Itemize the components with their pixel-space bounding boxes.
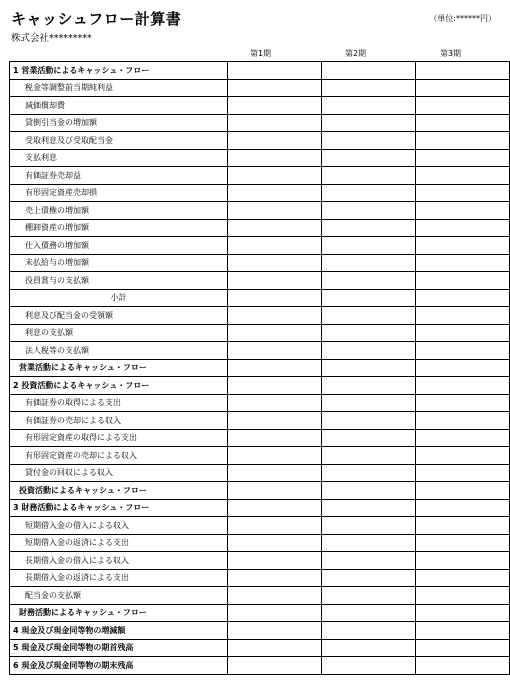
row-label: 3 財務活動によるキャッシュ・フロー [10, 499, 228, 517]
value-cell-period-1[interactable] [228, 272, 322, 290]
row-label: 仕入債務の増加額 [10, 237, 228, 255]
value-cell-period-1[interactable] [228, 132, 322, 150]
table-row [10, 167, 510, 185]
value-cell-period-3[interactable] [416, 307, 510, 325]
value-cell-period-3[interactable] [416, 412, 510, 430]
table-row [10, 149, 510, 167]
row-label: 税金等調整前当期純利益 [10, 79, 228, 97]
value-cell-period-1[interactable] [228, 149, 322, 167]
value-cell-period-1[interactable] [228, 534, 322, 552]
value-cell-period-3[interactable] [416, 517, 510, 535]
value-cell-period-3[interactable] [416, 114, 510, 132]
value-cell-period-1[interactable] [228, 219, 322, 237]
row-label: 有価証券売却益 [10, 167, 228, 185]
row-label: 営業活動によるキャッシュ・フロー [10, 359, 228, 377]
value-cell-period-1[interactable] [228, 394, 322, 412]
value-cell-period-2[interactable] [322, 359, 416, 377]
value-cell-period-1[interactable] [228, 622, 322, 640]
row-label: 小計 [10, 289, 228, 307]
row-label: 財務活動によるキャッシュ・フロー [10, 604, 228, 622]
row-label: 有形固定資産の取得による支出 [10, 429, 228, 447]
row-label: 利息の支払額 [10, 324, 228, 342]
value-cell-period-1[interactable] [228, 377, 322, 395]
value-cell-period-2[interactable] [322, 657, 416, 675]
value-cell-period-3[interactable] [416, 62, 510, 80]
row-label: 投資活動によるキャッシュ・フロー [10, 482, 228, 500]
value-cell-period-2[interactable] [322, 114, 416, 132]
value-cell-period-3[interactable] [416, 569, 510, 587]
value-cell-period-2[interactable] [322, 447, 416, 465]
table-row [10, 429, 510, 447]
table-row [10, 342, 510, 360]
table-row [10, 114, 510, 132]
value-cell-period-1[interactable] [228, 604, 322, 622]
row-label: 5 現金及び現金同等物の期首残高 [10, 639, 228, 657]
company-name: 株式会社********* [11, 33, 92, 44]
table-row [10, 587, 510, 605]
column-header-period-2: 第2期 [344, 49, 367, 58]
value-cell-period-1[interactable] [228, 499, 322, 517]
value-cell-period-3[interactable] [416, 167, 510, 185]
value-cell-period-3[interactable] [416, 97, 510, 115]
value-cell-period-3[interactable] [416, 272, 510, 290]
value-cell-period-1[interactable] [228, 307, 322, 325]
value-cell-period-1[interactable] [228, 62, 322, 80]
row-label: 2 投資活動によるキャッシュ・フロー [10, 377, 228, 395]
row-label: 長期借入金の返済による支出 [10, 569, 228, 587]
row-label: 有形固定資産の売却による収入 [10, 447, 228, 465]
table-row [10, 184, 510, 202]
value-cell-period-3[interactable] [416, 587, 510, 605]
row-label: 貸倒引当金の増加額 [10, 114, 228, 132]
value-cell-period-1[interactable] [228, 79, 322, 97]
row-label: 長期借入金の借入による収入 [10, 552, 228, 570]
value-cell-period-3[interactable] [416, 622, 510, 640]
column-header-period-3: 第3期 [439, 49, 462, 58]
value-cell-period-3[interactable] [416, 342, 510, 360]
value-cell-period-2[interactable] [322, 604, 416, 622]
value-cell-period-1[interactable] [228, 482, 322, 500]
value-cell-period-1[interactable] [228, 114, 322, 132]
value-cell-period-2[interactable] [322, 569, 416, 587]
table-row [10, 324, 510, 342]
table-row [10, 272, 510, 290]
value-cell-period-3[interactable] [416, 324, 510, 342]
value-cell-period-3[interactable] [416, 237, 510, 255]
value-cell-period-1[interactable] [228, 552, 322, 570]
document-title: キャッシュフロー計算書 [11, 10, 182, 28]
table-row [10, 79, 510, 97]
value-cell-period-2[interactable] [322, 79, 416, 97]
value-cell-period-2[interactable] [322, 639, 416, 657]
value-cell-period-3[interactable] [416, 657, 510, 675]
value-cell-period-2[interactable] [322, 429, 416, 447]
table-row [10, 657, 510, 675]
value-cell-period-3[interactable] [416, 132, 510, 150]
value-cell-period-3[interactable] [416, 604, 510, 622]
value-cell-period-2[interactable] [322, 202, 416, 220]
row-label: 短期借入金の返済による支出 [10, 534, 228, 552]
table-row [10, 622, 510, 640]
table-row [10, 569, 510, 587]
table-row [10, 377, 510, 395]
row-label: 4 現金及び現金同等物の増減額 [10, 622, 228, 640]
value-cell-period-2[interactable] [322, 272, 416, 290]
value-cell-period-3[interactable] [416, 447, 510, 465]
value-cell-period-1[interactable] [228, 254, 322, 272]
value-cell-period-1[interactable] [228, 184, 322, 202]
value-cell-period-1[interactable] [228, 202, 322, 220]
row-label: 売上債権の増加額 [10, 202, 228, 220]
table-row [10, 482, 510, 500]
value-cell-period-1[interactable] [228, 429, 322, 447]
value-cell-period-3[interactable] [416, 534, 510, 552]
value-cell-period-2[interactable] [322, 184, 416, 202]
value-cell-period-3[interactable] [416, 377, 510, 395]
table-row [10, 132, 510, 150]
value-cell-period-3[interactable] [416, 552, 510, 570]
row-label: 未払給与の増加額 [10, 254, 228, 272]
value-cell-period-3[interactable] [416, 149, 510, 167]
row-label: 棚卸資産の増加額 [10, 219, 228, 237]
table-row [10, 219, 510, 237]
table-row [10, 202, 510, 220]
value-cell-period-2[interactable] [322, 622, 416, 640]
value-cell-period-1[interactable] [228, 517, 322, 535]
row-label: 減価償却費 [10, 97, 228, 115]
value-cell-period-2[interactable] [322, 237, 416, 255]
table-row [10, 412, 510, 430]
table-row [10, 499, 510, 517]
table-row [10, 447, 510, 465]
value-cell-period-2[interactable] [322, 412, 416, 430]
table-row [10, 359, 510, 377]
row-label: 受取利息及び受取配当金 [10, 132, 228, 150]
row-label: 役員賞与の支払額 [10, 272, 228, 290]
table-row [10, 604, 510, 622]
value-cell-period-1[interactable] [228, 587, 322, 605]
value-cell-period-2[interactable] [322, 307, 416, 325]
value-cell-period-1[interactable] [228, 342, 322, 360]
value-cell-period-3[interactable] [416, 359, 510, 377]
table-row [10, 289, 510, 307]
value-cell-period-2[interactable] [322, 289, 416, 307]
value-cell-period-2[interactable] [322, 534, 416, 552]
cash-flow-table [9, 61, 510, 675]
value-cell-period-2[interactable] [322, 499, 416, 517]
table-row [10, 254, 510, 272]
value-cell-period-2[interactable] [322, 219, 416, 237]
value-cell-period-3[interactable] [416, 464, 510, 482]
value-cell-period-3[interactable] [416, 184, 510, 202]
table-row [10, 62, 510, 80]
value-cell-period-3[interactable] [416, 202, 510, 220]
row-label: 有形固定資産売却損 [10, 184, 228, 202]
value-cell-period-3[interactable] [416, 639, 510, 657]
value-cell-period-3[interactable] [416, 482, 510, 500]
value-cell-period-1[interactable] [228, 412, 322, 430]
value-cell-period-3[interactable] [416, 394, 510, 412]
table-row [10, 517, 510, 535]
value-cell-period-3[interactable] [416, 219, 510, 237]
value-cell-period-1[interactable] [228, 447, 322, 465]
row-label: 有価証券の売却による収入 [10, 412, 228, 430]
column-header-period-1: 第1期 [249, 49, 272, 58]
value-cell-period-2[interactable] [322, 149, 416, 167]
table-row [10, 97, 510, 115]
value-cell-period-1[interactable] [228, 464, 322, 482]
value-cell-period-2[interactable] [322, 342, 416, 360]
value-cell-period-2[interactable] [322, 324, 416, 342]
table-row [10, 394, 510, 412]
value-cell-period-3[interactable] [416, 429, 510, 447]
value-cell-period-2[interactable] [322, 377, 416, 395]
value-cell-period-2[interactable] [322, 587, 416, 605]
value-cell-period-3[interactable] [416, 254, 510, 272]
table-row [10, 534, 510, 552]
value-cell-period-2[interactable] [322, 132, 416, 150]
value-cell-period-1[interactable] [228, 359, 322, 377]
value-cell-period-2[interactable] [322, 97, 416, 115]
value-cell-period-1[interactable] [228, 167, 322, 185]
row-label: 短期借入金の借入による収入 [10, 517, 228, 535]
value-cell-period-3[interactable] [416, 79, 510, 97]
row-label: 支払利息 [10, 149, 228, 167]
value-cell-period-1[interactable] [228, 97, 322, 115]
value-cell-period-1[interactable] [228, 237, 322, 255]
unit-label: （単位:******円） [429, 14, 496, 23]
value-cell-period-2[interactable] [322, 62, 416, 80]
row-label: 有価証券の取得による支出 [10, 394, 228, 412]
value-cell-period-1[interactable] [228, 657, 322, 675]
row-label: 利息及び配当金の受領額 [10, 307, 228, 325]
value-cell-period-2[interactable] [322, 167, 416, 185]
value-cell-period-1[interactable] [228, 639, 322, 657]
table-row [10, 237, 510, 255]
table-row [10, 552, 510, 570]
value-cell-period-2[interactable] [322, 517, 416, 535]
row-label: 法人税等の支払額 [10, 342, 228, 360]
row-label: 1 営業活動によるキャッシュ・フロー [10, 62, 228, 80]
value-cell-period-1[interactable] [228, 289, 322, 307]
value-cell-period-2[interactable] [322, 552, 416, 570]
table-row [10, 639, 510, 657]
value-cell-period-1[interactable] [228, 569, 322, 587]
value-cell-period-3[interactable] [416, 499, 510, 517]
table-row [10, 464, 510, 482]
row-label: 貸付金の回収による収入 [10, 464, 228, 482]
row-label: 配当金の支払額 [10, 587, 228, 605]
value-cell-period-2[interactable] [322, 482, 416, 500]
value-cell-period-3[interactable] [416, 289, 510, 307]
value-cell-period-1[interactable] [228, 324, 322, 342]
row-label: 6 現金及び現金同等物の期末残高 [10, 657, 228, 675]
value-cell-period-2[interactable] [322, 464, 416, 482]
value-cell-period-2[interactable] [322, 254, 416, 272]
value-cell-period-2[interactable] [322, 394, 416, 412]
table-row [10, 307, 510, 325]
